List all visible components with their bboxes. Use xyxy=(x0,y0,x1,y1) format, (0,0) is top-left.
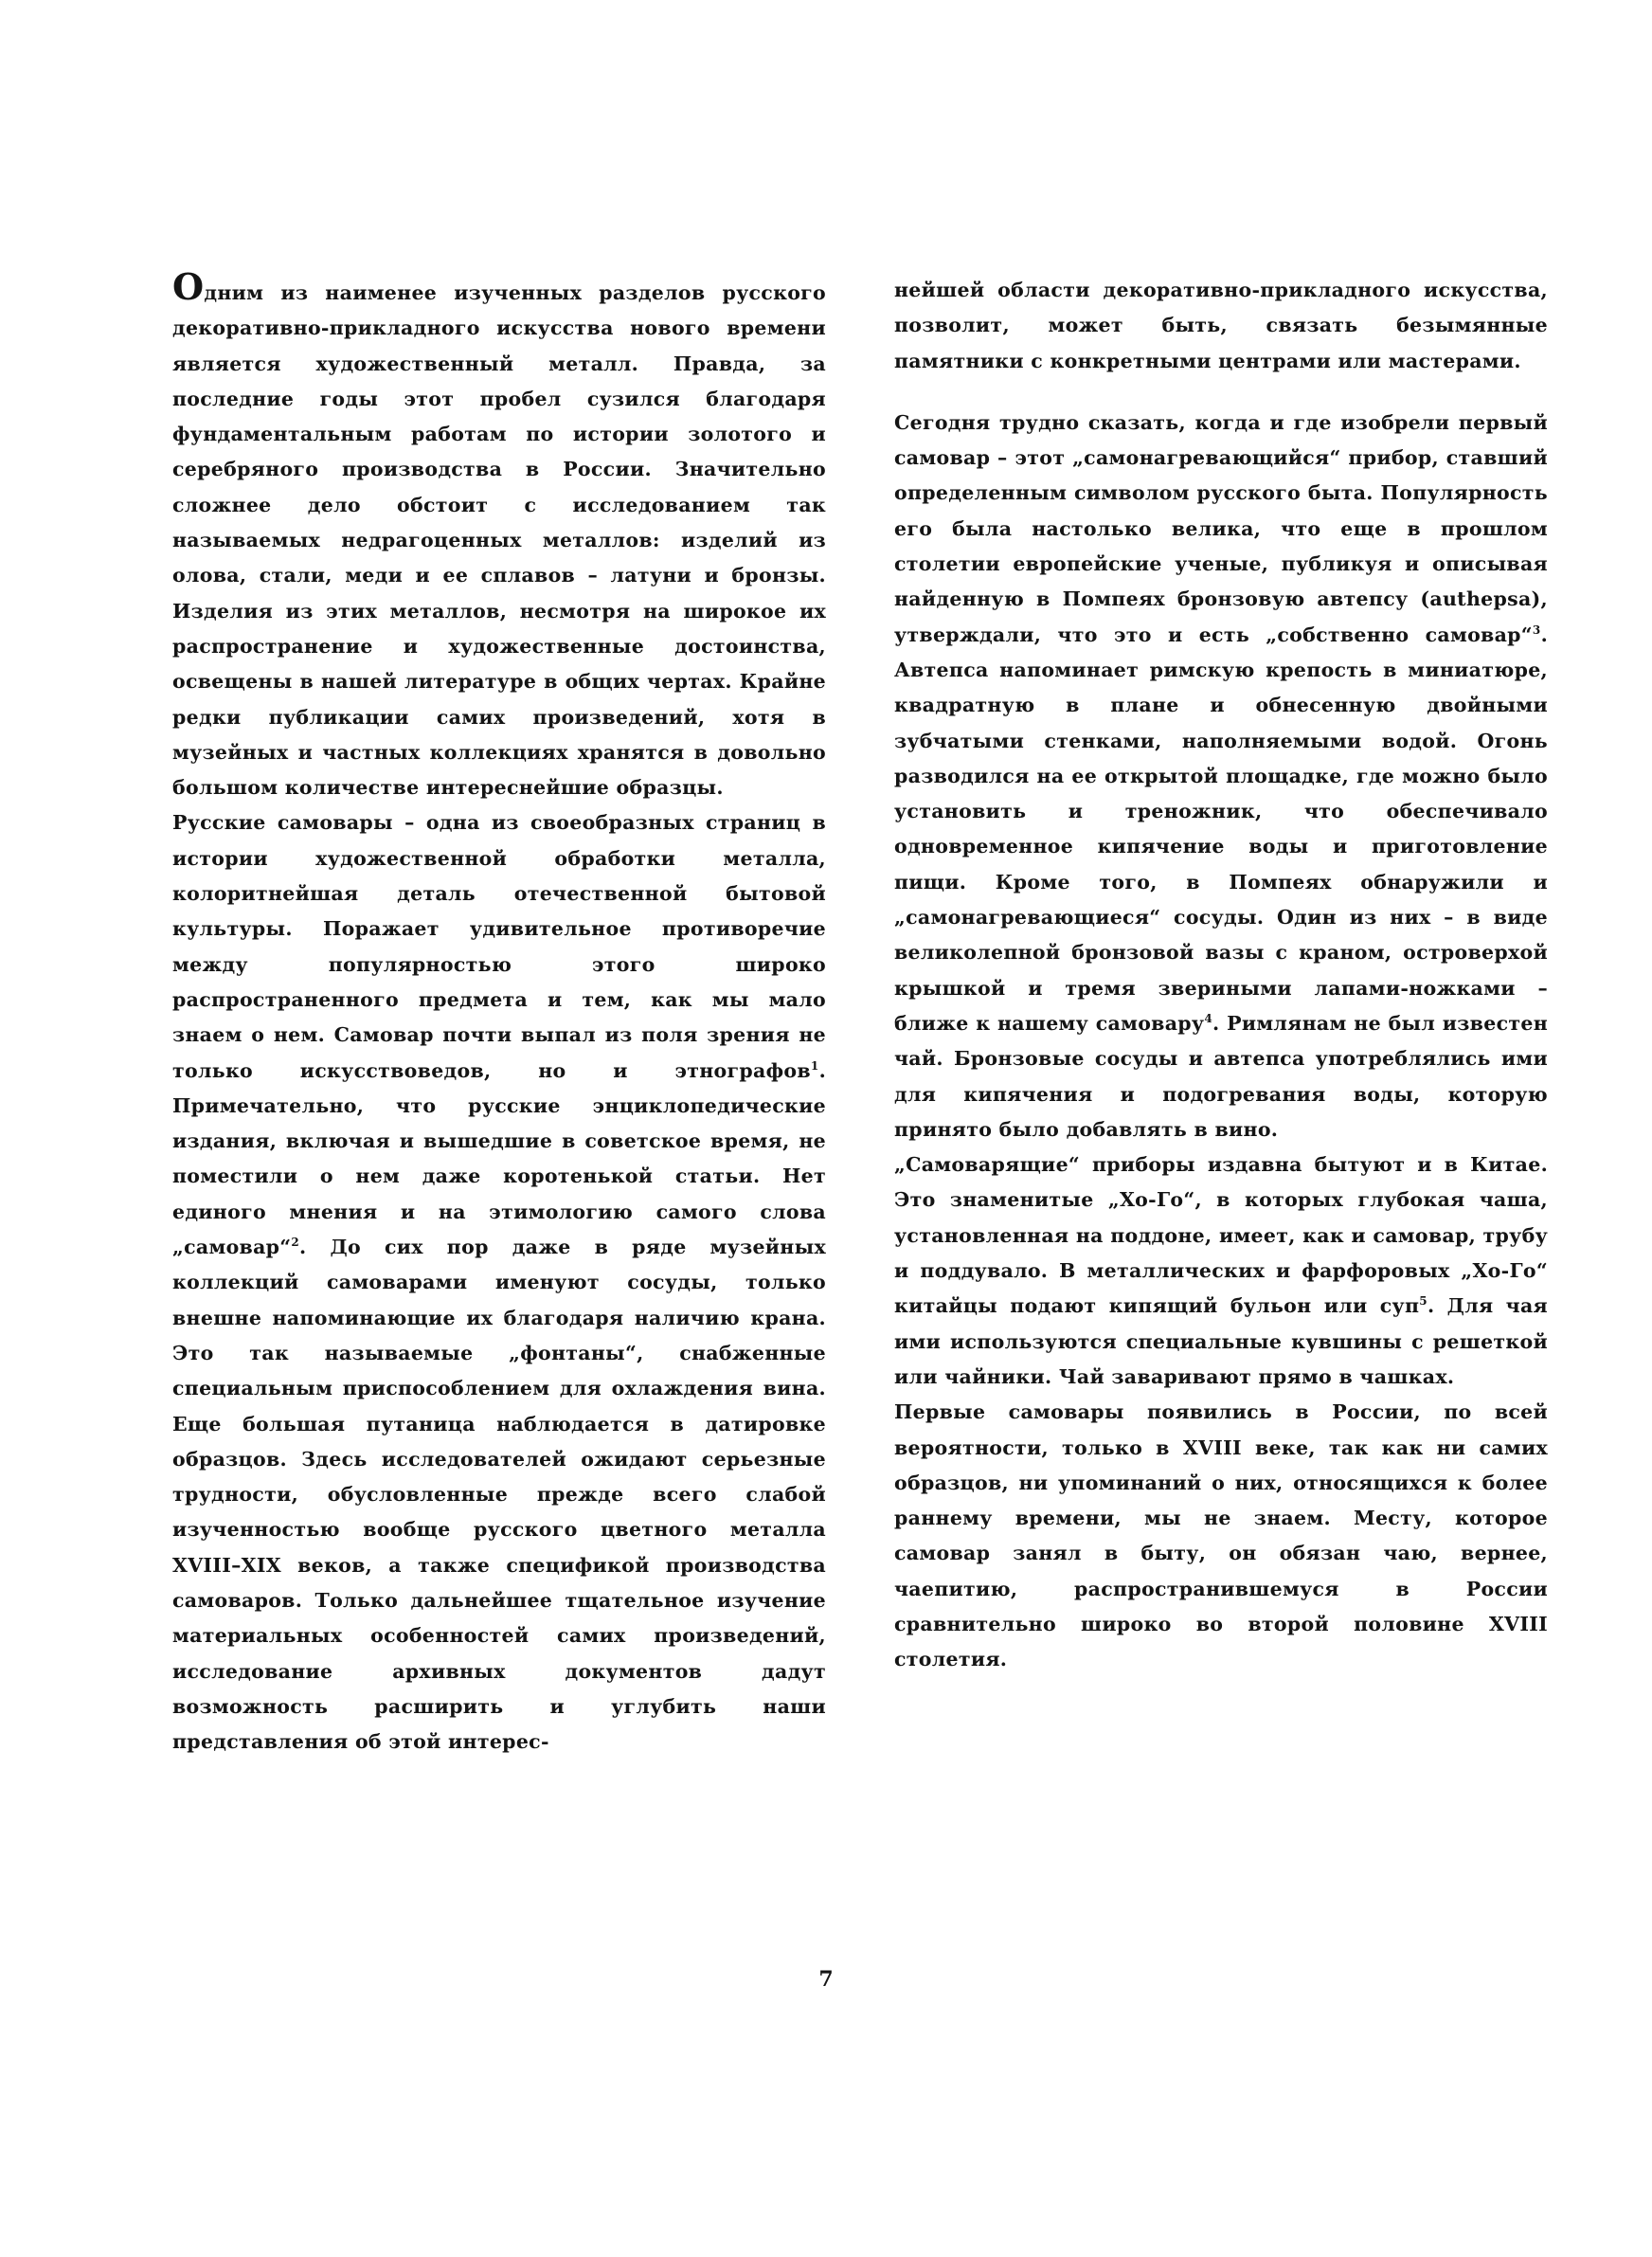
paragraph-text: . Римлянам не был известен чай. Бронзовые сосуды и автепса употреблялись ими для кипячения и подогревания воды, которую принято было добавлять в вино. xyxy=(894,1011,1549,1141)
footnote-mark: 4 xyxy=(1204,1012,1213,1026)
right-column xyxy=(894,273,1548,1678)
paragraph-text: нейшей области декоративно-прикладного искусства, позволит, может быть, связать безымянные памятники с конкретными центрами или мастерами. xyxy=(894,279,1548,372)
paragraph-text: . Для чая ими используются специальные кувшины с решеткой или чайники. Чай заваривают прямо в чашках. xyxy=(894,1294,1549,1388)
paragraph-text: . До сих пор даже в ряде музейных коллекций самоварами именуют сосуды, только внешне напоминающие их благодаря наличию крана. Это так называемые „фонтаны“, снабженные специальным приспособлением для охлаждения вина. Еще большая путаница наблюдается в датировке образцов. Здесь исследователей ожидают серьезные трудности, обусловленные прежде всего слабой изученностью вообще русского цветного металла XVIII–XIX веков, а также спецификой производства самоваров. Только дальнейшее тщательное изучение материальных особенностей самих произведений, исследование архивных документов дадут возможность расширить и углубить наши представления об этой интерес- xyxy=(172,1236,826,1754)
paragraph xyxy=(172,805,826,1760)
footnote-mark: 3 xyxy=(1532,623,1541,637)
paragraph-text: „Самоварящие“ приборы издавна бытуют и в Китае. Это знаменитые „Хо-Го“, в которых глубокая чаша, установленная на поддоне, имеет, как и самовар, трубу и поддувало. В металлических и фарфоровых „Хо-Го“ китайцы подают кипящий бульон или суп xyxy=(894,1153,1548,1318)
paragraph-text: Первые самовары появились в России, по всей вероятности, только в XVIII веке, так как ни самих образцов, ни упоминаний о них, относящихся к более раннему времени, мы не знаем. Месту, которое самовар занял в быту, он обязан чаю, вернее, чаепитию, распространившемуся в России сравнительно широко во второй половине XVIII столетия. xyxy=(894,1400,1548,1671)
paragraph xyxy=(894,406,1548,1147)
paragraph-text: . Автепса напоминает римскую крепость в миниатюре, квадратную в плане и обнесенную двойными зубчатыми стенками, наполняемыми водой. Огонь разводился на ее открытой площадке, где можно было установить и треножник, что обеспечивало одновременное кипячение воды и приготовление пищи. Кроме того, в Помпеях обнаружили и „самонагревающиеся“ сосуды. Один из них – в виде великолепной бронзовой вазы с краном, островерхой крышкой и тремя звериными лапами-ножками – ближе к нашему самовару xyxy=(894,623,1548,1035)
paragraph-text: . Примечательно, что русские энциклопедические издания, включая и вышедшие в советское время, не поместили о нем даже коротенькой статьи. Нет единого мнения и на этимологию самого слова „самовар“ xyxy=(172,1058,826,1259)
paragraph xyxy=(894,1395,1548,1677)
paragraph xyxy=(894,1147,1548,1395)
footnote-mark: 2 xyxy=(291,1236,300,1250)
paragraph-text: дним из наименее изученных разделов русского декоративно-прикладного искусства нового времени является художественный металл. Правда, за последние годы этот пробел сузился благодаря фундаментальным работам по истории золотого и серебряного производства в России. Значительно сложнее дело обстоит с исследованием так называемых недрагоценных металлов: изделий из олова, стали, меди и ее сплавов – латуни и бронзы. Изделия из этих металлов, несмотря на широкое их распространение и художественные достоинства, освещены в нашей литературе в общих чертах. Крайне редки публикации самих произведений, хотя в музейных и частных коллекциях хранятся в довольно большом количестве интереснейшие образцы. xyxy=(172,281,826,800)
page-number: 7 xyxy=(818,1967,834,1992)
paragraph xyxy=(172,265,826,805)
paragraph xyxy=(894,273,1548,379)
footnote-mark: 5 xyxy=(1419,1294,1428,1309)
drop-cap: О xyxy=(172,265,205,308)
footnote-mark: 1 xyxy=(810,1058,819,1073)
paragraph-text: Сегодня трудно сказать, когда и где изобрели первый самовар – этот „самонагревающийся“ прибор, ставший определенным символом русского быта. Популярность его была настолько велика, что еще в прошлом столетии европейские ученые, публикуя и описывая найденную в Помпеях бронзовую автепсу (authepsa), утверждали, что это и есть „собственно самовар“ xyxy=(894,410,1548,646)
left-column xyxy=(172,265,826,1760)
paragraph-text: Русские самовары – одна из своеобразных страниц в истории художественной обработки металла, колоритнейшая деталь отечественной бытовой культуры. Поражает удивительное противоречие между популярностью этого широко распространенного предмета и тем, как мы мало знаем о нем. Самовар почти выпал из поля зрения не только искусствоведов, но и этнографов xyxy=(172,811,826,1082)
